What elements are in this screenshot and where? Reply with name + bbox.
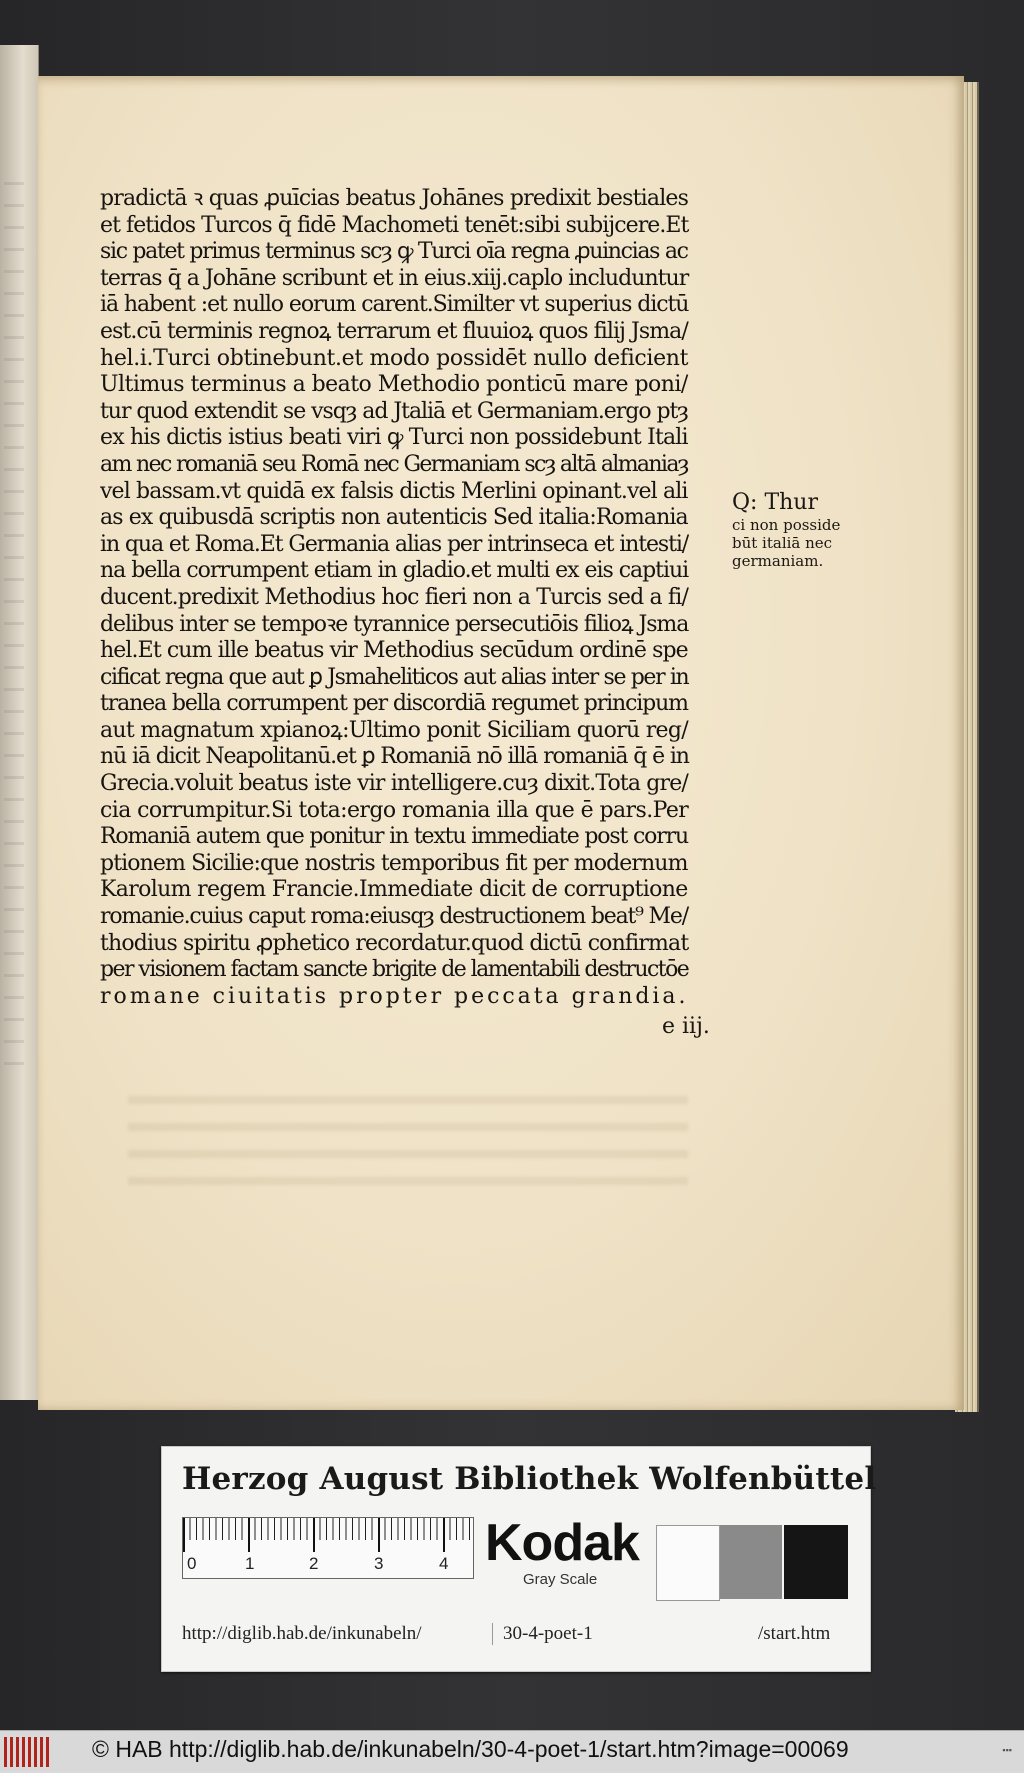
margin-note-line: Q: Thur bbox=[732, 490, 818, 515]
target-url-page: /start.htm bbox=[758, 1623, 831, 1644]
footer-bar bbox=[0, 1730, 1024, 1773]
kodak-logo: Kodak bbox=[485, 1514, 639, 1572]
text-line: romanie.cuius caput roma:eiusqȝ destructionem beat⁹ Me/ bbox=[100, 904, 688, 930]
gray-patch bbox=[720, 1525, 782, 1599]
text-line: in qua et Roma.Et Germania alias per intrinseca et intesti/ bbox=[100, 531, 689, 557]
hab-logo-icon bbox=[4, 1737, 50, 1767]
text-line: aut magnatum xpianoꝝ:Ultimo ponit Siciliam quorū reg/ bbox=[100, 717, 688, 743]
text-line: vel bassam.vt quidā ex falsis dictis Merlini opinant.vel ali bbox=[100, 478, 688, 504]
gray-scale-label: Gray Scale bbox=[523, 1571, 598, 1588]
text-line: Grecia.voluit beatus iste vir intelligere.cuȝ dixit.Tota gre/ bbox=[100, 771, 688, 797]
main-text-block bbox=[100, 186, 740, 1010]
text-line: sic patet primus terminus scȝ ꝙ Turci oīa regna ꝓuincias ac bbox=[100, 239, 688, 265]
ruler-scale bbox=[182, 1517, 474, 1579]
library-name: Herzog August Bibliothek Wolfenbüttel bbox=[182, 1461, 877, 1497]
text-line: as ex quibusdā scriptis non autenticis Sed italia:Romania bbox=[100, 505, 688, 531]
text-line: nū iā dicit Neapolitanū.et ꝑ Romaniā nō illā romaniā q̄ ē in bbox=[100, 744, 689, 770]
margin-note-line: germaniam. bbox=[732, 552, 824, 570]
ruler-number: 4 bbox=[439, 1554, 449, 1573]
margin-note-line: ci non posside bbox=[732, 516, 841, 534]
text-line: tur quod extendit se vsqȝ ad Jtaliā et Germaniam.ergo ptȝ bbox=[100, 398, 688, 424]
facing-page-edge bbox=[0, 45, 39, 1400]
text-line: ex his dictis istius beati viri ꝙ Turci non possidebunt Itali bbox=[100, 425, 688, 451]
text-line: na bella corrumpent etiam in gladio.et multi ex eis captiui bbox=[100, 558, 689, 584]
margin-note-line: būt italiā nec bbox=[732, 534, 833, 552]
white-patch bbox=[656, 1525, 720, 1601]
text-line: et fetidos Turcos q̄ fidē Machometi tenēt:sibi subijcere.Et bbox=[100, 212, 689, 238]
text-line: per visionem factam sancte brigite de lamentabili destructōe bbox=[100, 957, 689, 983]
book-page bbox=[38, 76, 964, 1410]
text-line: ducent.predixit Methodius hoc fieri non a Turcis sed a fi/ bbox=[100, 584, 689, 610]
text-line: Romaniā autem que ponitur in textu immediate post corru bbox=[100, 824, 688, 850]
color-target-card bbox=[161, 1446, 877, 1672]
signature-mark: e iij. bbox=[662, 1014, 710, 1039]
ruler-number: 3 bbox=[374, 1554, 384, 1573]
footer-link[interactable]: © HAB http://diglib.hab.de/inkunabeln/30-4-poet-1/start.htm?image=00069 bbox=[92, 1736, 849, 1762]
text-line: Ultimus terminus a beato Methodio ponticū mare poni/ bbox=[100, 372, 688, 398]
ruler-number: 0 bbox=[187, 1554, 197, 1573]
ruler-number: 2 bbox=[309, 1554, 319, 1573]
text-line: iā habent :et nullo eorum carent.Similter vt superius dictū bbox=[100, 292, 689, 318]
text-line: pradictā ꝛ quas ꝓuīcias beatus Johānes predixit bestiales bbox=[100, 186, 689, 211]
text-line: am nec romaniā seu Romā nec Germaniam scȝ altā almaniaȝ bbox=[100, 451, 688, 477]
show-through-text bbox=[128, 1084, 688, 1194]
text-line: tranea bella corrumpent per discordiā regumet principum bbox=[100, 691, 688, 717]
text-line: hel.Et cum ille beatus vir Methodius secūdum ordinē spe bbox=[100, 638, 688, 664]
text-line: romane ciuitatis propter peccata grandia. bbox=[100, 983, 689, 1009]
text-line: cia corrumpitur.Si tota:ergo romania illa que ē pars.Per bbox=[100, 797, 689, 823]
text-line: cificat regna que aut ꝑ Jsmaheliticos aut alias inter se per in bbox=[100, 664, 689, 690]
text-line: ptionem Sicilie:que nostris temporibus fit per modernum bbox=[100, 850, 688, 876]
text-line: Karolum regem Francie.Immediate dicit de corruptione bbox=[100, 877, 688, 903]
text-line: thodius spiritu ꝓphetico recordatur.quod dictū confirmat bbox=[100, 930, 689, 956]
black-patch bbox=[784, 1525, 848, 1599]
ruler-number: 1 bbox=[245, 1554, 255, 1573]
text-line: terras q̄ a Johāne scribunt et in eius.xiij.caplo includuntur bbox=[100, 265, 689, 291]
target-url-shelfmark: 30-4-poet-1 bbox=[492, 1623, 593, 1645]
target-url-base: http://diglib.hab.de/inkunabeln/ bbox=[182, 1623, 422, 1644]
text-line: est.cū terminis regnoꝝ terrarum et fluuioꝝ quos filij Jsma/ bbox=[100, 318, 688, 344]
margin-note bbox=[732, 490, 862, 570]
text-line: delibus inter se tempoꝛe tyrannice persecutiōis filioꝝ Jsma bbox=[100, 611, 689, 637]
ruler-major-ticks bbox=[183, 1518, 473, 1552]
text-line: hel.i.Turci obtinebunt.et modo possidēt nullo deficient bbox=[100, 345, 689, 371]
footer-mark: ▪▪▪ bbox=[1002, 1745, 1012, 1755]
